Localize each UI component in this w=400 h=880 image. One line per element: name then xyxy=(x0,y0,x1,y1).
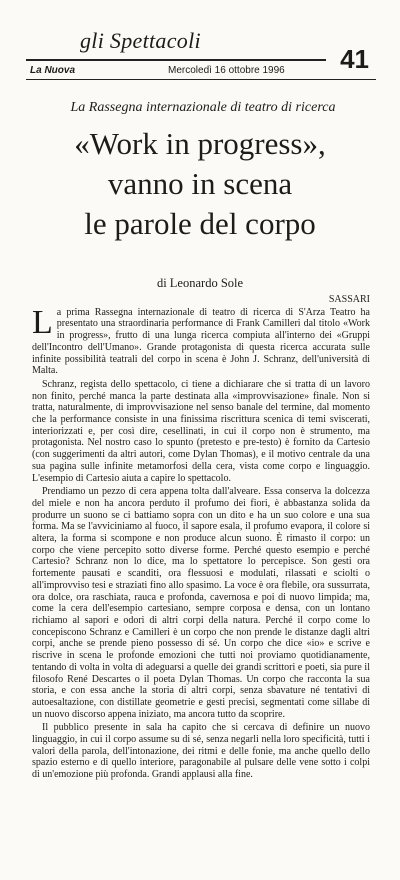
page-header xyxy=(20,28,375,88)
article-paragraph: Prendiamo un pezzo di cera appena tolta dall'alveare. Essa conserva la dolcezza del miele e non ha ancora perduto il profumo dei fiori, è abbastanza solida da produrre un suono se ci battiamo sopra con un dito e ha un suo colore e una sua forma. Ma se l'avviciniamo al fuoco, il sapore esala, il profumo evapora, il colore si altera, la forma si scompone e non produce alcun suono. È rimasto il corpo: un corpo che viene percepito sotto diverse forme. Perché questo esempio e perché Cartesio? Schranz non lo dice, ma lo spettatore lo percepisce. Son gesti ora fortemente pausati e scanditi, ora flessuosi e modulati, rilassati e sciolti o all'improvviso tesi e straziati fino allo spasimo. La voce è ora flebile, ora sussurrata, ora dolce, ora raschiata, rauca e profonda, cavernosa e poi di nuovo limpida; ma, come la cera dell'esempio cartesiano, sempre corposa e densa, con un lontano richiamo al sapori e odori di altri corpi della natura. Perché il corpo come lo concepiscono Schranz e Camilleri è un corpo che non prende le distanze dagli altri corpi, anche se prende pieno possesso di sé. Un corpo che dice «io» e scrive e riscrive in scena le profonde emozioni che tutti noi proviamo quotidianamente, tentando di volta in volta di adeguarsi a quelle dei grandi scrittori e poeti, sia pure il filosofo René Descartes o il poeta Dylan Thomas. Un corpo che racconta la sua storia, e con essa anche la storia di altri corpi, senza sbavature né tentativi di autoesaltazione, con distillate geometrie e gesti precisi, segmentati come sillabe di un nuovo discorso appena iniziato, ma ancora tutto da scoprire. xyxy=(32,486,370,720)
byline: di Leonardo Sole xyxy=(156,276,244,290)
masthead: La Nuova xyxy=(30,65,76,76)
paragraph-text: a prima Rassegna internazionale di teatro di ricerca di S'Arza Teatro ha presentato una straordinaria performance di Frank Camilleri dal titolo «Work in progress», frutto di una lunga ricerca compiuta all'interno dei «Gruppi dell'Incontro dell'Umano». Grande protagonista di questa ricerca accurata sulle infinite possibilità teatrali del corpo in scena è John J. Schranz, dell'università di Malta. xyxy=(32,306,370,377)
dateline-location: SASSARI xyxy=(328,294,370,305)
headline xyxy=(20,124,380,244)
article-paragraph: Schranz, regista dello spettacolo, ci tiene a dichiarare che si tratta di un lavoro non finito, perché manca la parte destinata alla «improvvisazione» finale. Non si tratta, naturalmente, di improvvisazione nel senso banale del termine, dal momento che la performance consiste in una finissima riscrittura scenica di temi sviscerati, interiorizzati e, per così dire, cesellinati, in cui il corpo non è strumento, ma protagonista. Nel nostro caso lo spunto (pretesto e pre-testo) è fornito da Cartesio (con suggerimenti da altri autori, come Dylan Thomas), e il motivo centrale da una sua pagina sulle infinite metamorfosi della cera, vista come corpo e linguaggio. L'esempio di Cartesio aiuta a capire lo spettacolo. xyxy=(32,378,370,484)
header-divider xyxy=(26,79,376,80)
dateline: Mercoledì 16 ottobre 1996 xyxy=(168,65,285,76)
drop-cap: L xyxy=(32,303,53,341)
headline-line: «Work in progress», xyxy=(74,126,326,161)
kicker: La Rassegna internazionale di teatro di ricerca xyxy=(70,100,336,115)
article-body xyxy=(32,294,370,783)
page-number: 41 xyxy=(340,44,369,74)
headline-line: le parole del corpo xyxy=(84,206,316,241)
article-paragraph xyxy=(32,303,370,377)
headline-line: vanno in scena xyxy=(107,166,293,201)
header-rule xyxy=(26,59,326,61)
section-title: gli Spettacoli xyxy=(80,28,201,53)
article-paragraph: Il pubblico presente in sala ha capito che si cercava di definire un nuovo linguaggio, in cui il corpo assume su di sé, senza negarli nella loro specificità, tutti i valori della parola, dell'intonazione, dei ritmi e delle fonie, ma anche quello dello spazio esterno e di quello interiore, paragonabile al pulsare delle vene sotto i colpi di un'emozione più profonda. Grandi applausi alla fine. xyxy=(32,722,370,781)
